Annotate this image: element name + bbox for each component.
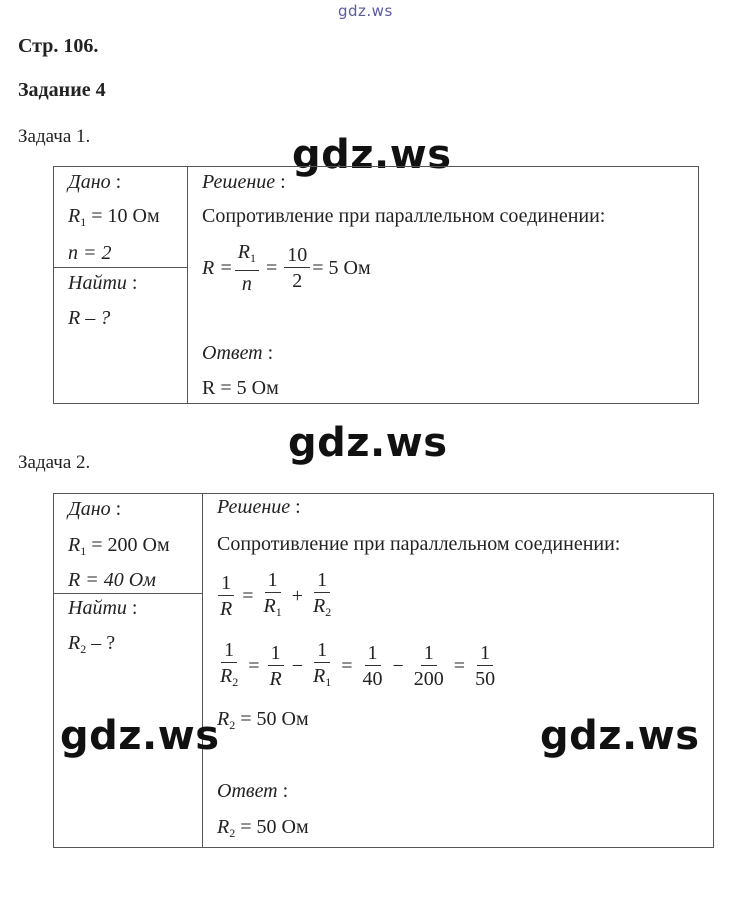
frac-1-over-200 [411,641,447,692]
num: 1 [477,641,493,666]
solution-label: Решение [217,496,291,518]
problem1-answer-value: R = 5 Ом [202,377,279,399]
r1-value: = 10 Ом [91,205,160,227]
frac-1-over-r2 [217,638,241,695]
answer-label: Ответ [202,342,263,364]
num: 1 [218,571,234,596]
answer-symbol: R [217,816,230,838]
den-sub: 2 [232,675,239,689]
problem1-given-label: Дано : [68,171,122,193]
task-heading: Задание 4 [18,79,106,101]
frac-den: n [241,273,252,295]
num: 1 [314,638,330,663]
r1-sub: 1 [80,544,87,558]
watermark-top: gdz.ws [338,2,393,20]
fraction-10-over-2 [284,243,310,294]
result-value: = 50 Ом [240,708,309,730]
answer-value: = 50 Ом [240,816,309,838]
problem1-answer-label: Ответ : [202,342,274,364]
problem2-divider-vertical [202,493,203,847]
find-symbol: R [68,632,81,654]
den: 200 [413,668,444,690]
problem2-title: Задача 2. [18,452,91,473]
problem2-solution-text: Сопротивление при параллельном соединении: [217,533,621,555]
problem2-given-r1 [68,534,170,559]
den-sym: R [220,665,233,687]
problem2-answer-value [217,816,309,841]
frac-1-over-r [267,641,285,692]
problem1-formula [202,240,371,297]
num: 1 [314,568,330,593]
problem2-given-r: R = 40 Ом [68,569,156,591]
problem1-given-r1 [68,205,160,230]
problem1-divider-vertical [187,166,188,403]
num: 1 [365,641,381,666]
problem1-divider-horizontal [53,267,187,268]
watermark-4: gdz.ws [540,713,700,759]
watermark-1: gdz.ws [292,132,452,178]
frac-num-sub: 1 [249,251,256,265]
frac-1-over-r [217,571,235,622]
problem2-find-value [68,632,115,657]
find-sub: 2 [80,642,87,656]
den: R [220,598,233,620]
problem2-formula-1: $\frac{1}{R}$ = $\frac{1}{R_1}$ + $\frac{1}{R_2}$ [215,568,336,625]
problem1-find-label: Найти : [68,272,138,294]
frac-1-over-r1 [261,568,285,625]
num: 1 [265,568,281,593]
frac-1-over-40 [360,641,386,692]
answer-sub: 2 [229,826,236,840]
den-sym: R [313,595,326,617]
den-sub: 2 [325,605,332,619]
num: 1 [268,641,284,666]
num: 1 [421,641,437,666]
r1-symbol: R [68,534,81,556]
result-sub: 2 [229,718,236,732]
fraction-r1-over-n [235,240,259,297]
frac2-num: 10 [284,243,310,268]
problem2-answer-label: Ответ : [217,780,289,802]
given-label: Дано [68,171,111,193]
formula-lhs: R = [202,257,233,279]
equals-sign: = [265,257,278,279]
watermark-2: gdz.ws [288,420,448,466]
problem2-result [217,708,309,733]
num: 1 [221,638,237,663]
den-sym: R [313,665,326,687]
find-label: Найти [68,597,127,619]
formula-result: = 5 Ом [312,257,371,279]
frac-1-over-r2 [310,568,334,625]
r1-sub: 1 [80,215,87,229]
problem2-given-label: Дано : [68,498,122,520]
frac-1-over-r1 [310,638,334,695]
problem1-title: Задача 1. [18,126,91,147]
den-sym: R [263,595,276,617]
problem1-find-value: R – ? [68,307,111,329]
frac-1-over-50 [472,641,498,692]
problem1-given-n: n = 2 [68,242,112,264]
problem1-solution-text: Сопротивление при параллельном соединении: [202,205,606,227]
problem1-table [53,166,699,404]
problem2-find-label: Найти : [68,597,138,619]
find-label: Найти [68,272,127,294]
frac-num: R [237,241,250,263]
answer-label: Ответ [217,780,278,802]
den: 40 [362,668,383,690]
den-sub: 1 [275,605,282,619]
find-rest: – ? [91,632,116,654]
page-number-heading: Стр. 106. [18,35,99,57]
den-sub: 1 [325,675,332,689]
frac2-den: 2 [292,270,303,292]
problem2-formula-2: $\frac{1}{R_2}$ = $\frac{1}{R}$ − $\frac{1}{R_1}$ = $\frac{1}{40}$ − $\frac{1}{200}$ = $\frac{1}{50}$ [215,638,500,695]
given-label: Дано [68,498,111,520]
problem1-solution-label: Решение : [202,171,286,193]
r1-symbol: R [68,205,81,227]
den: R [269,668,282,690]
watermark-3: gdz.ws [60,713,220,759]
problem2-divider-horizontal [53,593,202,594]
r1-value: = 200 Ом [91,534,170,556]
problem2-solution-label: Решение : [217,496,301,518]
solution-label: Решение [202,171,276,193]
result-symbol: R [217,708,230,730]
den: 50 [475,668,496,690]
